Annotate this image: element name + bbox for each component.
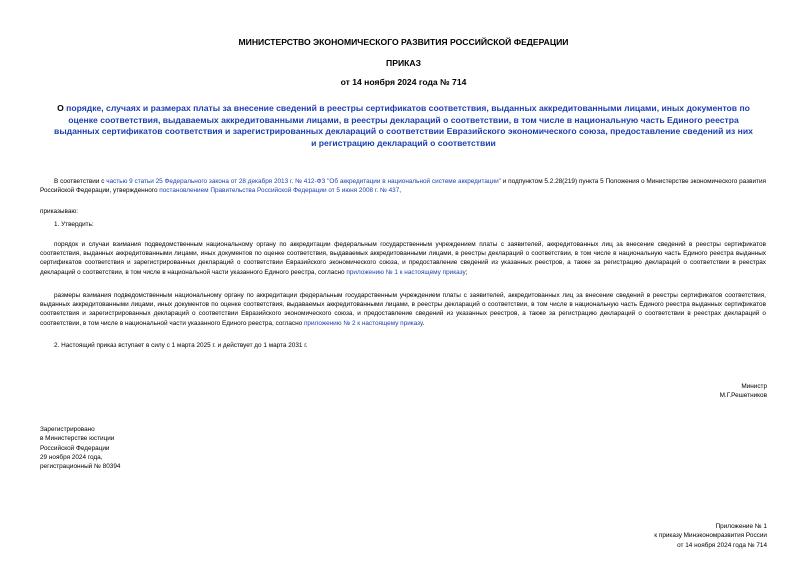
title-prefix: О <box>57 103 67 113</box>
registration-line: регистрационный № 80394 <box>40 463 121 471</box>
preamble-text-2: и подпунктом 5.2.28(219) пункта 5 Положения о Министерстве экономического развития Российской Федерации, утвержденного <box>40 178 767 195</box>
appendix-line: от 14 ноября 2024 года № 714 <box>677 541 767 549</box>
document-type: ПРИКАЗ <box>386 58 421 68</box>
document-title <box>52 103 755 149</box>
appendix-line: к приказу Минэкономразвития России <box>654 532 767 540</box>
signature-position: Министр <box>741 383 767 390</box>
paragraph-procedure <box>40 240 766 277</box>
government-decree-link[interactable]: постановлением Правительства Российской Федерации от 5 июня 2008 г. № 437 <box>159 187 400 195</box>
paragraph-amounts <box>40 291 766 328</box>
paragraph-procedure-end: ; <box>465 268 468 276</box>
registration-block <box>40 425 120 471</box>
preamble-paragraph <box>40 177 766 195</box>
registration-line: Зарегистрировано <box>40 426 95 433</box>
paragraph-procedure-text: порядок и случаи взимания подведомственным национальному органу по аккредитации федеральным государственным учреждением платы с заявителей, аккредитованных лиц за внесение сведений в реестры сертификатов соответствия, выданных аккредитованными лицами, иных документов по оценке соответствия, выдаваемых аккредитованными лицами, в реестры деклараций о соответствии, в том числе в национальную часть Единого реестра выданных сертификатов соответствия и зарегистрированных деклараций о соответствии Евразийского экономического союза, и предоставление сведений из указанных реестров, а также за регистрацию деклараций о соответствии в реестрах деклараций о соответствии, в том числе в национальной части указанного Единого реестра, согласно <box>40 241 766 276</box>
paragraph-amounts-text: размеры взимания подведомственным национальному органу по аккредитации федеральным государственным учреждением платы с заявителей, аккредитованных лиц за внесение сведений в реестры сертификатов соответствия, выданных аккредитованными лицами, иных документов по оценке соответствия, выдаваемых аккредитованными лицами, в реестры деклараций о соответствии, в том числе в национальную часть Единого реестра выданных сертификатов соответствия и зарегистрированных деклараций о соответствии Евразийского экономического союза, и предоставление сведений из указанных реестров, а также за регистрацию деклараций о соответствии в реестрах деклараций о соответствии, в том числе в национальной части указанного Единого реестра, согласно <box>40 292 766 327</box>
title-link[interactable]: порядке, случаях и размерах платы за внесение сведений в реестры сертификатов соответствия, выданных аккредитованными лицами, иных документов по оценке соответствия, выдаваемых аккредитованными лицами, в реестры деклараций о соответствии, в том числе в национальную часть Единого реестра выданных сертификатов соответствия и зарегистрированных деклараций о соответствии Евразийского экономического союза, предоставление сведений из них и регистрацию деклараций о соответствии <box>54 103 753 148</box>
federal-law-link[interactable]: частью 9 статьи 25 Федерального закона от 28 декабря 2013 г. № 412-ФЗ "Об аккредитации в национальной системе аккредитации" <box>106 178 501 185</box>
appendix-line: Приложение № 1 <box>715 523 767 530</box>
preamble-text-3: , <box>399 187 402 195</box>
registration-line: Российской Федерации <box>40 444 110 452</box>
order-word: приказываю: <box>40 208 78 215</box>
ministry-heading: МИНИСТЕРСТВО ЭКОНОМИЧЕСКОГО РАЗВИТИЯ РОССИЙСКОЙ ФЕДЕРАЦИИ <box>238 37 569 47</box>
registration-line: в Министерстве юстиции <box>40 435 115 443</box>
appendix-2-link[interactable]: приложению № 2 к настоящему приказу <box>303 319 423 327</box>
signature-block <box>720 382 767 401</box>
document-date-number: от 14 ноября 2024 года № 714 <box>340 77 467 87</box>
appendix-header <box>654 522 767 550</box>
registration-line: 29 ноября 2024 года, <box>40 453 103 461</box>
item-2: 2. Настоящий приказ вступает в силу с 1 марта 2025 г. и действует до 1 марта 2031 г. <box>54 342 308 349</box>
item-1: 1. Утвердить: <box>54 221 94 228</box>
preamble-text-1: В соответствии с <box>54 178 107 185</box>
signature-name: М.Г.Решетников <box>719 392 767 400</box>
appendix-1-link[interactable]: приложению № 1 к настоящему приказу <box>346 268 466 276</box>
paragraph-amounts-end: . <box>422 319 425 327</box>
